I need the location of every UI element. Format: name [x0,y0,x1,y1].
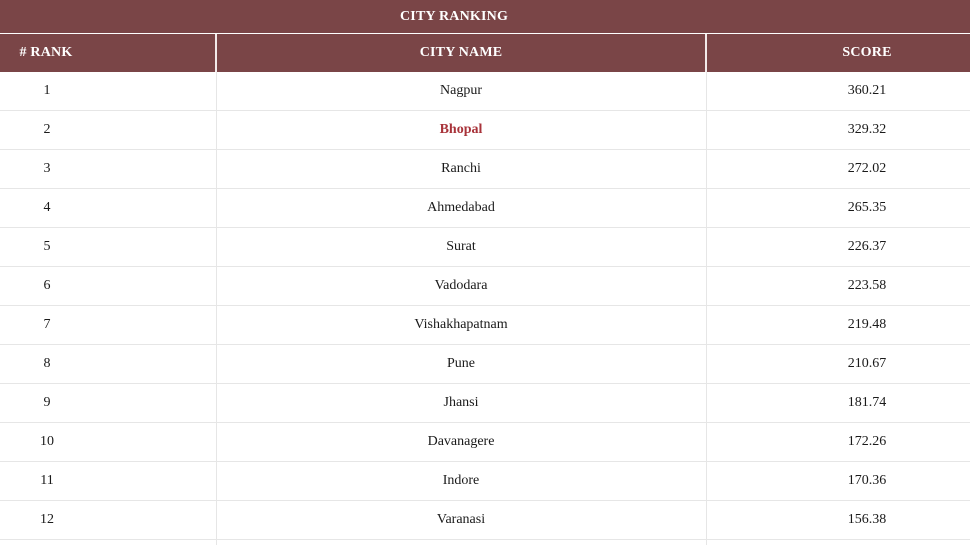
table-row-partial [0,540,970,545]
table-row [0,72,970,111]
score-cell: 156.38 [847,512,887,527]
rank-cell: 8 [43,356,51,371]
column-divider [706,462,707,500]
city-cell: Varanasi [436,512,486,527]
table-row [0,306,970,345]
column-divider [706,267,707,305]
score-cell: 181.74 [847,395,887,410]
column-divider [706,72,707,110]
city-cell-highlighted[interactable]: Bhopal [439,122,483,137]
city-cell: Ranchi [441,161,481,176]
column-divider [706,384,707,422]
score-column-header[interactable]: SCORE [842,45,892,60]
city-cell: Vishakhapatnam [414,317,508,332]
rank-cell: 5 [43,239,51,254]
rank-cell: 2 [43,122,51,137]
table-row [0,423,970,462]
city-cell: Pune [447,356,475,371]
rank-cell: 3 [43,161,51,176]
column-divider [216,540,217,545]
score-cell: 170.36 [847,473,887,488]
column-divider [706,306,707,344]
column-divider [706,228,707,266]
rank-cell: 6 [43,278,51,293]
table-row [0,267,970,306]
score-cell: 226.37 [847,239,887,254]
score-cell: 329.32 [847,122,887,137]
table-row [0,384,970,423]
score-cell: 210.67 [847,356,887,371]
city-cell: Jhansi [443,395,479,410]
column-divider [706,501,707,539]
rank-cell: 11 [40,473,54,488]
score-cell: 360.21 [847,83,887,98]
rank-cell: 4 [43,200,51,215]
rank-cell: 9 [43,395,51,410]
city-cell: Indore [442,473,480,488]
score-cell: 223.58 [847,278,887,293]
city-cell: Vadodara [434,278,488,293]
score-cell: 172.26 [847,434,887,449]
column-divider [706,423,707,461]
score-cell: 272.02 [847,161,887,176]
column-divider [706,345,707,383]
table-body [0,72,970,545]
city-cell: Surat [446,239,476,254]
table-row [0,150,970,189]
table-header [0,34,970,72]
column-divider [706,540,707,545]
rank-cell: 12 [40,512,54,527]
city-cell: Davanagere [427,434,495,449]
city-cell: Ahmedabad [427,200,495,215]
column-divider [706,111,707,149]
table-row [0,111,970,150]
city-cell: Nagpur [440,83,482,98]
header-divider [705,34,707,72]
rank-cell: 1 [43,83,51,98]
table-row [0,501,970,540]
rank-cell: 7 [43,317,51,332]
column-divider [706,189,707,227]
rank-cell: 10 [40,434,54,449]
rank-column-header[interactable]: # RANK [19,45,73,60]
score-cell: 265.35 [847,200,887,215]
city-column-header[interactable]: CITY NAME [419,45,503,60]
table-title: CITY RANKING [0,0,970,33]
table-row [0,189,970,228]
column-divider [706,150,707,188]
table-row [0,462,970,501]
score-cell: 219.48 [847,317,887,332]
table-row [0,228,970,267]
table-row [0,345,970,384]
